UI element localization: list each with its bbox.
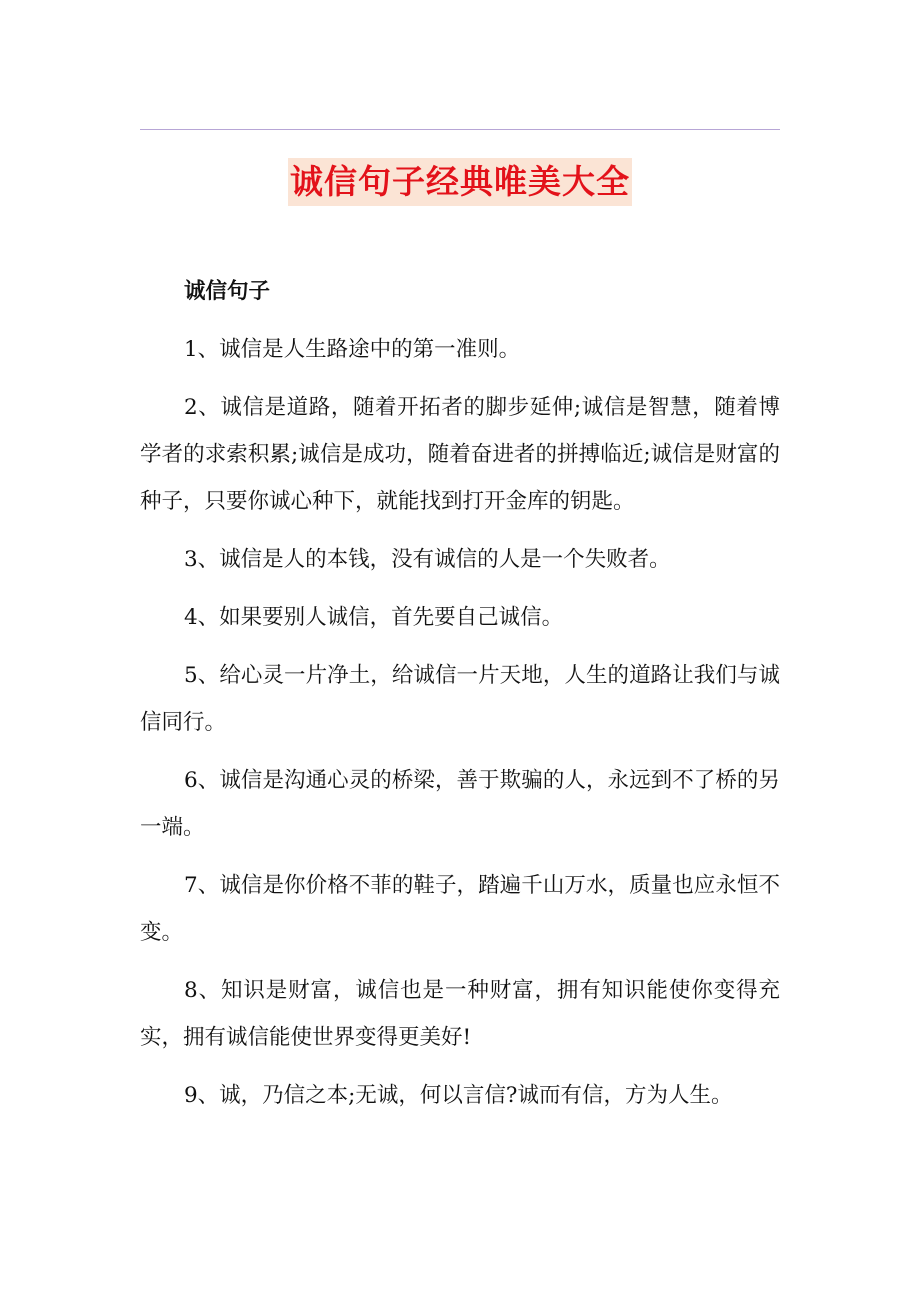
section-heading: 诚信句子 <box>184 279 271 304</box>
paragraph-8: 8、知识是财富，诚信也是一种财富，拥有知识能使你变得充实，拥有诚信能使世界变得更美好! <box>140 978 780 1050</box>
paragraph-1: 1、诚信是人生路途中的第一准则。 <box>184 337 521 362</box>
paragraph-2: 2、诚信是道路，随着开拓者的脚步延伸;诚信是智慧，随着博学者的求索积累;诚信是成功，随着奋进者的拼搏临近;诚信是财富的种子，只要你诚心种下，就能找到打开金库的钥匙。 <box>140 395 780 514</box>
paragraph-7: 7、诚信是你价格不菲的鞋子，踏遍千山万水，质量也应永恒不变。 <box>140 873 780 945</box>
header-divider <box>140 129 780 130</box>
paragraph-6: 6、诚信是沟通心灵的桥梁，善于欺骗的人，永远到不了桥的另一端。 <box>140 768 780 840</box>
paragraph-4: 4、如果要别人诚信，首先要自己诚信。 <box>184 605 564 630</box>
title-container <box>0 158 920 206</box>
paragraph-9: 9、诚，乃信之本;无诚，何以言信?诚而有信，方为人生。 <box>184 1083 733 1108</box>
paragraph-3: 3、诚信是人的本钱，没有诚信的人是一个失败者。 <box>184 547 671 572</box>
document-body <box>140 268 780 1130</box>
document-title: 诚信句子经典唯美大全 <box>288 158 632 206</box>
paragraph-5: 5、给心灵一片净土，给诚信一片天地，人生的道路让我们与诚信同行。 <box>140 663 780 735</box>
